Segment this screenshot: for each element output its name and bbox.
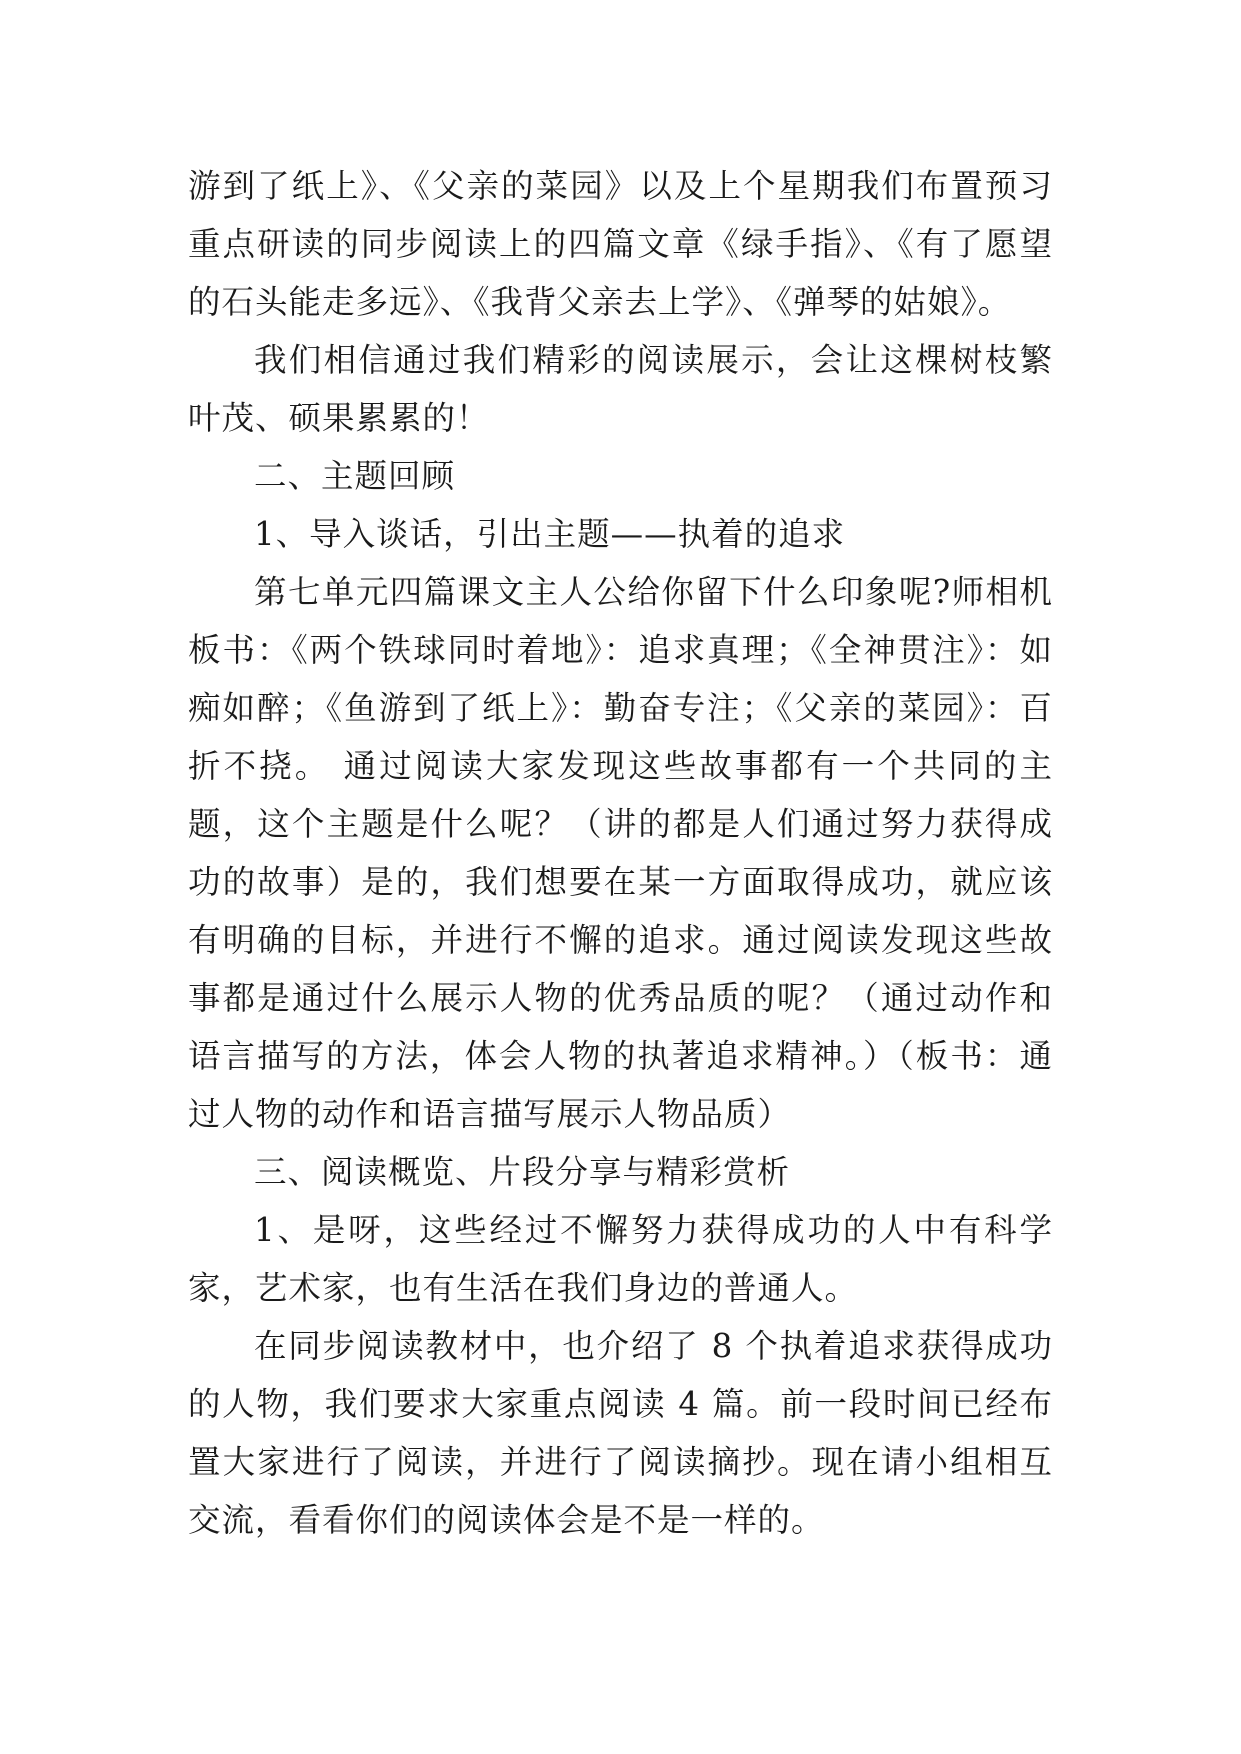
document-body bbox=[188, 157, 1053, 1549]
section-heading-reading-overview: 三、阅读概览、片段分享与精彩赏析 bbox=[254, 1153, 791, 1191]
paragraph-belief: 我们相信通过我们精彩的阅读展示，会让这棵树枝繁叶茂、硕果累累的！ bbox=[188, 341, 1053, 437]
paragraph-continuation: 游到了纸上》、《父亲的菜园》以及上个星期我们布置预习重点研读的同步阅读上的四篇文章《绿手指》、《有了愿望的石头能走多远》、《我背父亲去上学》、《弹琴的姑娘》。 bbox=[188, 167, 1053, 321]
paragraph-unit-seven: 第七单元四篇课文主人公给你留下什么印象呢?师相机板书：《两个铁球同时着地》：追求真理；《全神贯注》：如痴如醉；《鱼游到了纸上》：勤奋专注；《父亲的菜园》：百折不挠。 通过阅读大家发现这些故事都有一个共同的主题，这个主题是什么呢？（讲的都是人们通过努力获得成功的故事）是的，我们想要在某一方面取得成功，就应该有明确的目标，并进行不懈的追求。通过阅读发现这些故事都是通过什么展示人物的优秀品质的呢？（通过动作和语言描写的方法，体会人物的执著追求精神。）（板书：通过人物的动作和语言描写展示人物品质） bbox=[188, 573, 1053, 1133]
paragraph-sync-reading: 在同步阅读教材中，也介绍了 8 个执着追求获得成功的人物，我们要求大家重点阅读 4 篇。前一段时间已经布置大家进行了阅读，并进行了阅读摘抄。现在请小组相互交流，看看你们的阅读体会是不是一样的。 bbox=[188, 1327, 1053, 1539]
subheading-introduction: 1、导入谈话，引出主题——执着的追求 bbox=[254, 515, 846, 553]
section-heading-theme-review: 二、主题回顾 bbox=[254, 457, 456, 495]
paragraph-successful-people: 1、是呀，这些经过不懈努力获得成功的人中有科学家，艺术家，也有生活在我们身边的普通人。 bbox=[188, 1211, 1053, 1307]
